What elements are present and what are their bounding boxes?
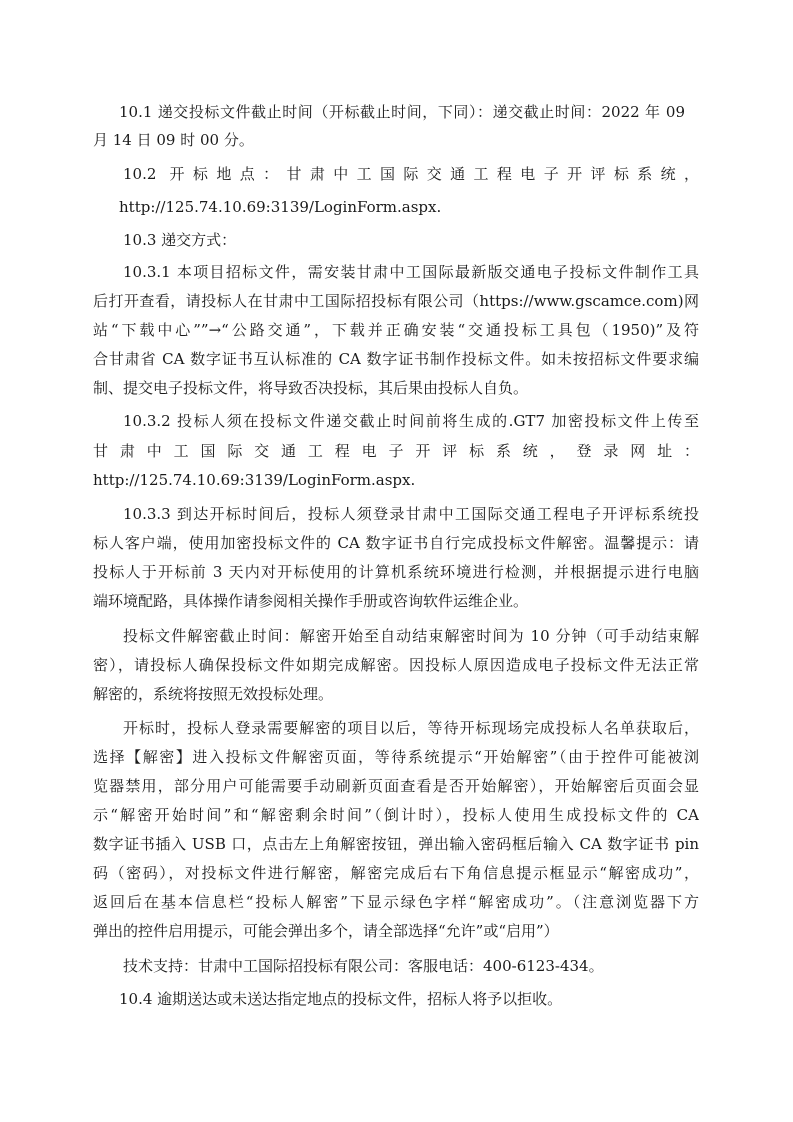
text-line-13: http://125.74.10.69:3139/LoginForm.aspx. bbox=[93, 471, 416, 489]
text-line-24: 示“解密开始时间”和“解密剩余时间”（倒计时），投标人使用生成投标文件的 CA bbox=[93, 806, 699, 824]
text-line-19: 密），请投标人确保投标文件如期完成解密。因投标人原因造成电子投标文件无法正常 bbox=[93, 656, 699, 674]
text-line-17: 端环境配路，具体操作请参阅相关操作手册或咨询软件运维企业。 bbox=[93, 592, 529, 610]
text-line-21: 开标时，投标人登录需要解密的项目以后，等待开标现场完成投标人名单获取后， bbox=[123, 719, 699, 737]
text-line-16: 投标人于开标前 3 天内对开标使用的计算机系统环境进行检测，并根据提示进行电脑 bbox=[93, 563, 699, 581]
text-line-30: 10.4 逾期送达或未送达指定地点的投标文件，招标人将予以拒收。 bbox=[119, 990, 563, 1008]
text-line-14: 10.3.3 到达开标时间后，投标人须登录甘肃中工国际交通工程电子开评标系统投 bbox=[123, 505, 699, 523]
text-line-11: 10.3.2 投标人须在投标文件递交截止时间前将生成的.GT7 加密投标文件上传至 bbox=[123, 412, 699, 430]
text-line-7: 后打开查看，请投标人在甘肃中工国际招投标有限公司（https://www.gscamce.com)网 bbox=[93, 292, 699, 310]
text-line-28: 弹出的控件启用提示，可能会弹出多个，请全部选择“允许”或“启用”） bbox=[93, 922, 559, 940]
text-line-1: 10.1 递交投标文件截止时间（开标截止时间，下同）：递交截止时间：2022 年 09 bbox=[119, 103, 685, 121]
text-line-18: 投标文件解密截止时间：解密开始至自动结束解密时间为 10 分钟（可手动结束解 bbox=[123, 627, 699, 645]
text-line-10: 制、提交电子投标文件，将导致否决投标，其后果由投标人自负。 bbox=[93, 379, 529, 397]
text-line-26: 码（密码），对投标文件进行解密，解密完成后右下角信息提示框显示“解密成功”， bbox=[93, 864, 699, 882]
text-line-2: 月 14 日 09 时 00 分。 bbox=[93, 131, 254, 149]
text-line-15: 标人客户端，使用加密投标文件的 CA 数字证书自行完成投标文件解密。温馨提示：请 bbox=[93, 534, 699, 552]
text-line-8: 站“下载中心””→“公路交通”，下载并正确安装“交通投标工具包（1950)”及符 bbox=[93, 321, 699, 339]
text-line-25: 数字证书插入 USB 口，点击左上角解密按钮，弹出输入密码框后输入 CA 数字证书 pin bbox=[93, 835, 699, 853]
text-line-4: http://125.74.10.69:3139/LoginForm.aspx. bbox=[119, 198, 442, 216]
text-line-27: 返回后在基本信息栏“投标人解密”下显示绿色字样“解密成功”。（注意浏览器下方 bbox=[93, 893, 699, 911]
text-line-3: 10.2 开标地点：甘肃中工国际交通工程电子开评标系统， bbox=[123, 165, 699, 183]
text-line-20: 解密的，系统将按照无效投标处理。 bbox=[93, 685, 334, 703]
text-line-5: 10.3 递交方式： bbox=[123, 231, 237, 249]
text-line-22: 选择【解密】进入投标文件解密页面，等待系统提示“开始解密”（由于控件可能被浏 bbox=[93, 748, 699, 766]
text-line-12: 甘肃中工国际交通工程电子开评标系统，登录网址： bbox=[93, 442, 699, 460]
text-line-29: 技术支持：甘肃中工国际招投标有限公司：客服电话：400-6123-434。 bbox=[123, 957, 604, 975]
text-line-23: 览器禁用，部分用户可能需要手动刷新页面查看是否开始解密），开始解密后页面会显 bbox=[93, 777, 699, 795]
text-line-6: 10.3.1 本项目招标文件，需安装甘肃中工国际最新版交通电子投标文件制作工具 bbox=[123, 263, 699, 281]
text-line-9: 合甘肃省 CA 数字证书互认标准的 CA 数字证书制作投标文件。如未按招标文件要求编 bbox=[93, 350, 699, 368]
